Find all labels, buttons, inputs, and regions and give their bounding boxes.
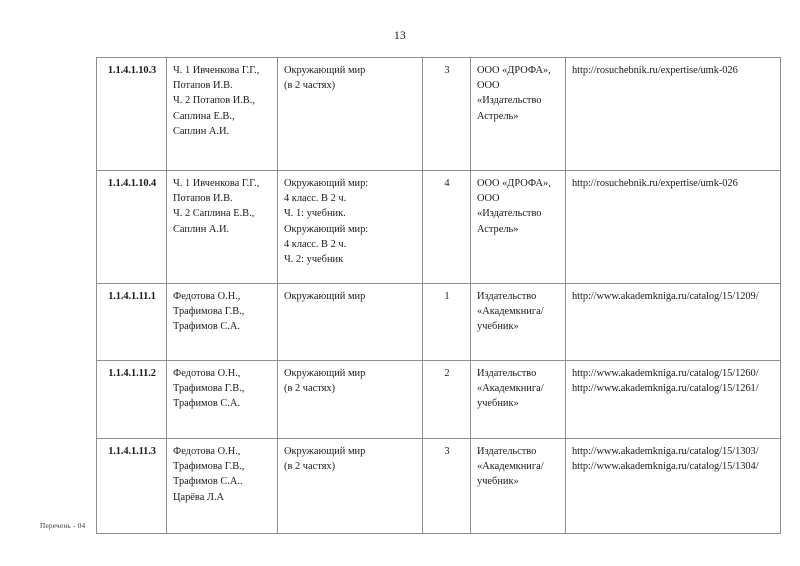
- publisher-line: Издательство: [477, 446, 537, 457]
- author-line: Царёва Л.А: [173, 491, 225, 503]
- row-title-cell: [278, 58, 423, 171]
- url-link[interactable]: http://www.akademkniga.ru/catalog/15/1261/: [572, 383, 759, 395]
- author-line: Саплина Е.В.,: [173, 110, 235, 122]
- row-code-cell: 1.1.4.1.11.2: [97, 361, 167, 439]
- publisher-line: «Академкнига/учебник»: [477, 461, 544, 488]
- title-line: (в 2 частях): [284, 383, 336, 395]
- row-publisher-cell: [471, 171, 566, 284]
- author-line: Саплин А.И.: [173, 125, 230, 137]
- row-grade-cell: 1: [423, 284, 471, 361]
- author-line: Ч. 2 Потапов И.В.,: [173, 95, 255, 107]
- row-publisher-cell: [471, 284, 566, 361]
- title-line: Окружающий мир: [284, 368, 366, 379]
- author-line: Трафимов С.А.: [173, 321, 240, 333]
- page-number: 13: [393, 30, 407, 42]
- row-authors-cell: [167, 361, 278, 439]
- table-row: [97, 171, 781, 284]
- author-line: Ч. 2 Саплина Е.В.,: [173, 208, 255, 220]
- row-authors-cell: [167, 171, 278, 284]
- title-line: Окружающий мир: [284, 65, 366, 76]
- table-row: [97, 361, 781, 439]
- row-url-cell: [566, 439, 781, 534]
- row-authors-cell: [167, 284, 278, 361]
- url-link[interactable]: http://www.akademkniga.ru/catalog/15/1209/: [572, 291, 759, 302]
- table-body: [97, 58, 781, 534]
- author-line: Трафимов С.А.: [173, 398, 240, 410]
- publisher-line: Издательство: [477, 368, 537, 379]
- title-line: Ч. 2: учебник: [284, 254, 344, 266]
- title-line: 4 класс. В 2 ч.: [284, 193, 347, 205]
- publisher-line: Издательство: [477, 291, 537, 302]
- row-url-cell: [566, 58, 781, 171]
- author-line: Потапов И.В.: [173, 80, 233, 92]
- publisher-line: Астрель»: [477, 110, 519, 122]
- row-authors-cell: [167, 58, 278, 171]
- author-line: Трафимов С.А..: [173, 476, 243, 488]
- table-row: [97, 439, 781, 534]
- author-line: Федотова О.Н.,: [173, 291, 241, 302]
- row-code-cell: 1.1.4.1.10.3: [97, 58, 167, 171]
- author-line: Ч. 1 Ивченкова Г.Г.,: [173, 65, 260, 76]
- row-title-cell: [278, 361, 423, 439]
- author-line: Потапов И.В.: [173, 193, 233, 205]
- row-publisher-cell: [471, 439, 566, 534]
- author-line: Трафимова Г.В.,: [173, 461, 245, 473]
- row-url-cell: [566, 284, 781, 361]
- url-link[interactable]: http://rosuchebnik.ru/expertise/umk-026: [572, 65, 738, 76]
- row-title-cell: [278, 284, 423, 361]
- url-link[interactable]: http://rosuchebnik.ru/expertise/umk-026: [572, 178, 738, 189]
- publisher-line: ООО «Издательство: [477, 80, 542, 107]
- row-code-cell: 1.1.4.1.10.4: [97, 171, 167, 284]
- title-line: (в 2 частях): [284, 80, 336, 92]
- row-title-cell: [278, 171, 423, 284]
- table-row: [97, 284, 781, 361]
- textbook-registry-table: [96, 57, 781, 534]
- publisher-line: Астрель»: [477, 223, 519, 235]
- title-line: (в 2 частях): [284, 461, 336, 473]
- row-publisher-cell: [471, 361, 566, 439]
- url-link[interactable]: http://www.akademkniga.ru/catalog/15/1304/: [572, 461, 759, 473]
- author-line: Трафимова Г.В.,: [173, 383, 245, 395]
- row-publisher-cell: [471, 58, 566, 171]
- row-url-cell: [566, 361, 781, 439]
- publisher-line: «Академкнига/учебник»: [477, 383, 544, 410]
- title-line: Окружающий мир:: [284, 223, 369, 235]
- author-line: Ч. 1 Ивченкова Г.Г.,: [173, 178, 260, 189]
- url-link[interactable]: http://www.akademkniga.ru/catalog/15/1260/: [572, 368, 759, 379]
- row-code-cell: 1.1.4.1.11.3: [97, 439, 167, 534]
- row-url-cell: [566, 171, 781, 284]
- title-line: 4 класс. В 2 ч.: [284, 238, 347, 250]
- publisher-line: ООО «ДРОФА»,: [477, 178, 551, 189]
- url-link[interactable]: http://www.akademkniga.ru/catalog/15/1303/: [572, 446, 759, 457]
- row-grade-cell: 3: [423, 58, 471, 171]
- row-grade-cell: 2: [423, 361, 471, 439]
- author-line: Федотова О.Н.,: [173, 368, 241, 379]
- title-line: Ч. 1: учебник.: [284, 208, 346, 220]
- title-line: Окружающий мир: [284, 446, 366, 457]
- publisher-line: ООО «Издательство: [477, 193, 542, 220]
- row-code-cell: 1.1.4.1.11.1: [97, 284, 167, 361]
- publisher-line: ООО «ДРОФА»,: [477, 65, 551, 76]
- table-row: [97, 58, 781, 171]
- author-line: Федотова О.Н.,: [173, 446, 241, 457]
- author-line: Трафимова Г.В.,: [173, 306, 245, 318]
- title-line: Окружающий мир:: [284, 178, 369, 189]
- row-grade-cell: 3: [423, 439, 471, 534]
- row-title-cell: [278, 439, 423, 534]
- row-authors-cell: [167, 439, 278, 534]
- author-line: Саплин А.И.: [173, 223, 230, 235]
- publisher-line: «Академкнига/учебник»: [477, 306, 544, 333]
- row-grade-cell: 4: [423, 171, 471, 284]
- title-line: Окружающий мир: [284, 291, 366, 302]
- footer-note: Перечень - 04: [40, 521, 86, 530]
